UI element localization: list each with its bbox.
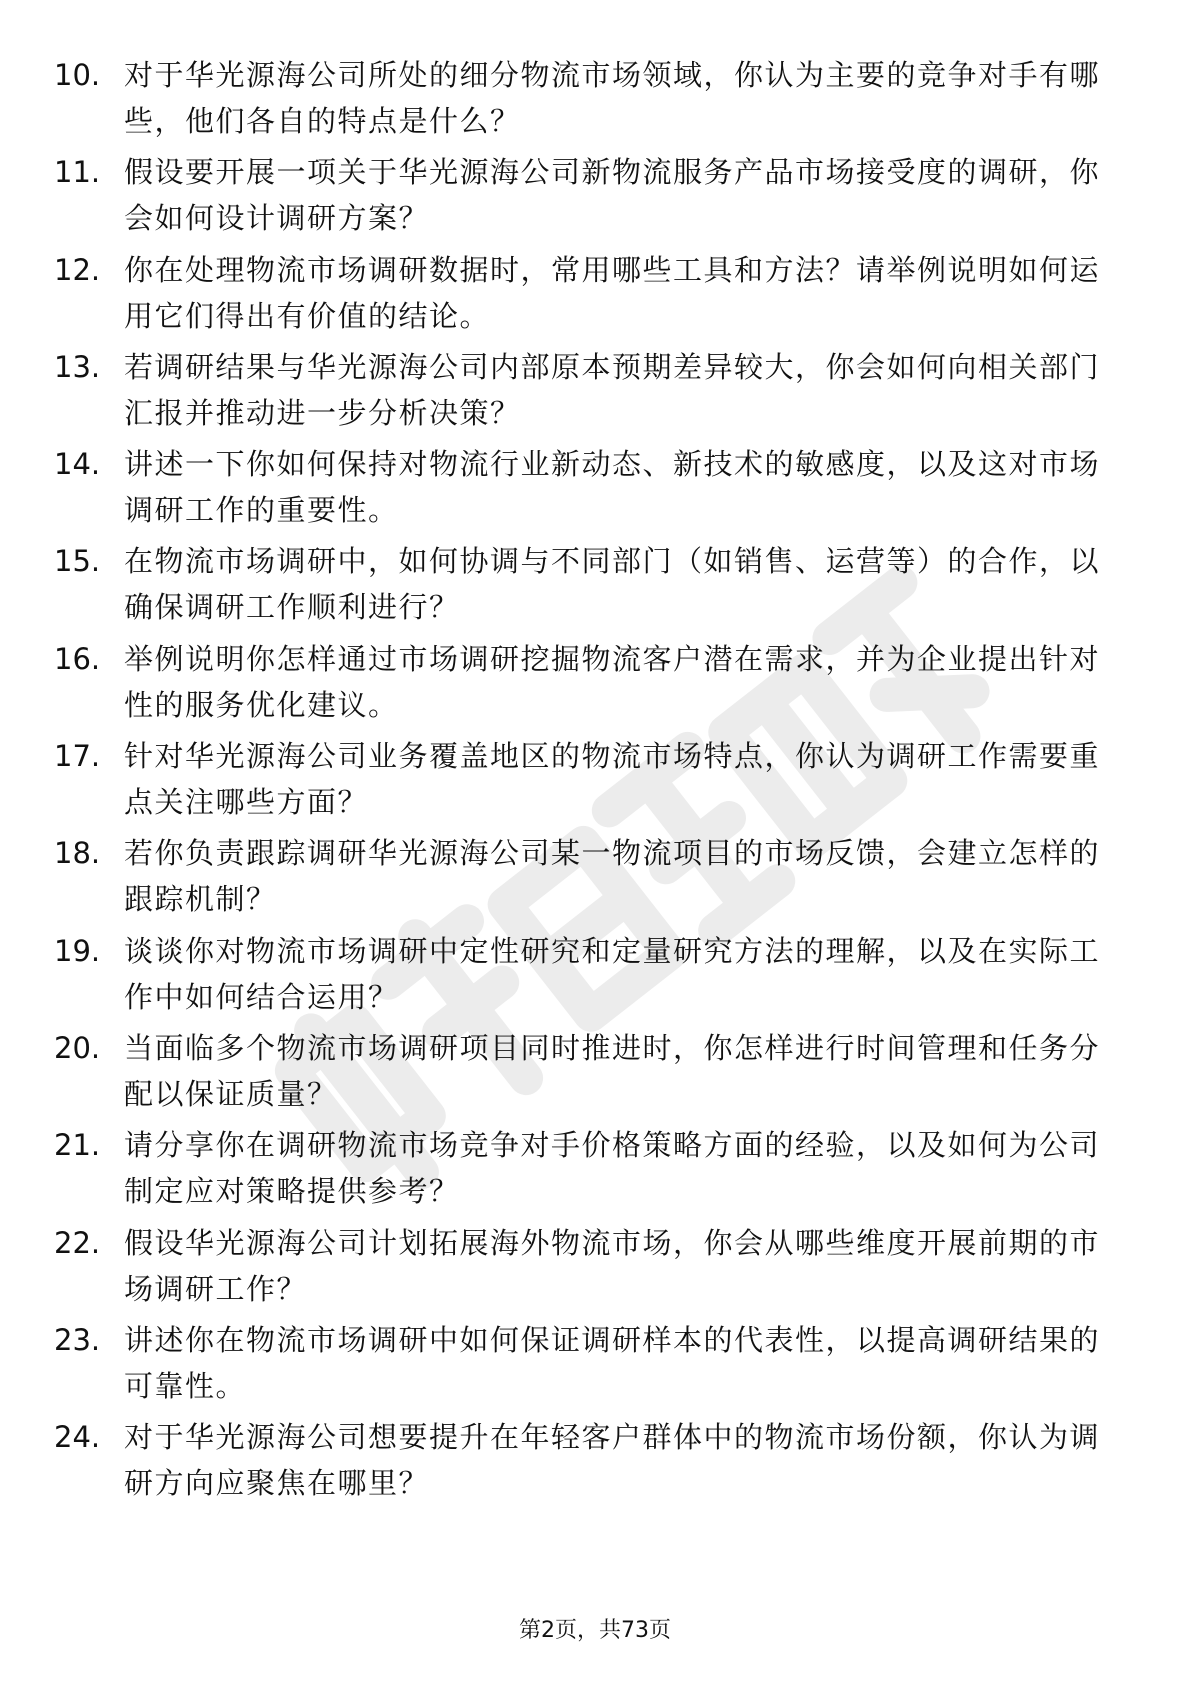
question-item bbox=[0, 52, 1190, 149]
question-number: 23. bbox=[54, 1322, 101, 1357]
page-footer: 第2页，共73页 bbox=[519, 1618, 671, 1643]
question-text: 若你负责跟踪调研华光源海公司某一物流项目的市场反馈，会建立怎样的跟踪机制？ bbox=[124, 836, 1101, 917]
question-text: 针对华光源海公司业务覆盖地区的物流市场特点，你认为调研工作需要重点关注哪些方面？ bbox=[124, 739, 1101, 820]
question-item bbox=[0, 149, 1190, 246]
question-item bbox=[0, 1122, 1190, 1219]
question-text: 请分享你在调研物流市场竞争对手价格策略方面的经验，以及如何为公司制定应对策略提供参考？ bbox=[124, 1128, 1101, 1209]
question-item bbox=[0, 636, 1190, 733]
question-text: 在物流市场调研中，如何协调与不同部门（如销售、运营等）的合作，以确保调研工作顺利进行？ bbox=[124, 544, 1101, 625]
question-number: 22. bbox=[54, 1225, 101, 1260]
question-item bbox=[0, 538, 1190, 635]
question-item bbox=[0, 733, 1190, 830]
question-text: 对于华光源海公司所处的细分物流市场领域，你认为主要的竞争对手有哪些，他们各自的特点是什么？ bbox=[124, 58, 1101, 138]
question-text: 谈谈你对物流市场调研中定性研究和定量研究方法的理解，以及在实际工作中如何结合运用？ bbox=[124, 933, 1101, 1014]
question-text: 你在处理物流市场调研数据时，常用哪些工具和方法？请举例说明如何运用它们得出有价值的结论。 bbox=[124, 252, 1101, 333]
question-number: 24. bbox=[54, 1420, 101, 1455]
question-number: 19. bbox=[54, 933, 101, 968]
question-number: 10. bbox=[54, 58, 101, 92]
question-item bbox=[0, 1317, 1190, 1414]
question-number: 18. bbox=[54, 836, 101, 871]
question-list bbox=[0, 52, 1190, 1511]
question-text: 对于华光源海公司想要提升在年轻客户群体中的物流市场份额，你认为调研方向应聚焦在哪里？ bbox=[124, 1420, 1101, 1501]
question-item bbox=[0, 1414, 1190, 1511]
question-text: 讲述你在物流市场调研中如何保证调研样本的代表性，以提高调研结果的可靠性。 bbox=[124, 1322, 1101, 1403]
question-number: 13. bbox=[54, 349, 101, 384]
question-item bbox=[0, 441, 1190, 538]
question-item bbox=[0, 1220, 1190, 1317]
question-item bbox=[0, 830, 1190, 927]
question-text: 若调研结果与华光源海公司内部原本预期差异较大，你会如何向相关部门汇报并推动进一步分析决策？ bbox=[124, 349, 1101, 430]
question-text: 当面临多个物流市场调研项目同时推进时，你怎样进行时间管理和任务分配以保证质量？ bbox=[124, 1030, 1101, 1111]
question-number: 21. bbox=[54, 1128, 101, 1163]
question-text: 举例说明你怎样通过市场调研挖掘物流客户潜在需求，并为企业提出针对性的服务优化建议。 bbox=[124, 641, 1101, 722]
question-item bbox=[0, 1025, 1190, 1122]
question-number: 15. bbox=[54, 544, 101, 579]
question-text: 假设要开展一项关于华光源海公司新物流服务产品市场接受度的调研，你会如何设计调研方案？ bbox=[124, 155, 1101, 236]
question-number: 17. bbox=[54, 739, 101, 774]
question-text: 假设华光源海公司计划拓展海外物流市场，你会从哪些维度开展前期的市场调研工作？ bbox=[124, 1225, 1101, 1306]
question-item bbox=[0, 344, 1190, 441]
question-number: 11. bbox=[54, 155, 101, 190]
question-number: 12. bbox=[54, 252, 101, 287]
question-item bbox=[0, 247, 1190, 344]
question-number: 16. bbox=[54, 641, 101, 676]
question-item bbox=[0, 928, 1190, 1025]
question-number: 20. bbox=[54, 1030, 101, 1065]
question-text: 讲述一下你如何保持对物流行业新动态、新技术的敏感度，以及这对市场调研工作的重要性。 bbox=[124, 447, 1101, 528]
question-number: 14. bbox=[54, 447, 101, 482]
